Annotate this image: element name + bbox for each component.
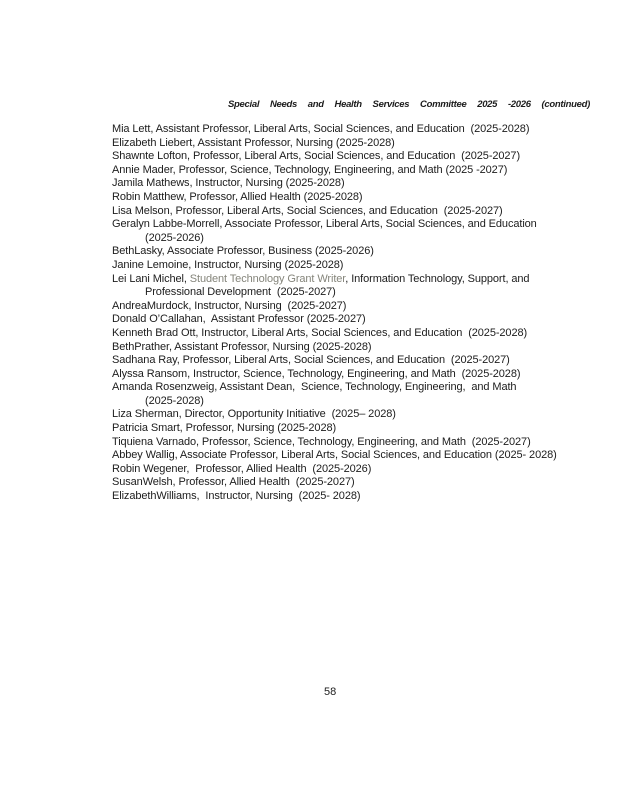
member-line-text: BethPrather, Assistant Professor, Nursing (2025-2028): [112, 340, 372, 353]
member-line-text: Professional Development (2025-2027): [145, 286, 336, 299]
member-line-text: Jamila Mathews, Instructor, Nursing (2025-2028): [112, 177, 345, 190]
member-line-text: Abbey Wallig, Associate Professor, Liberal Arts, Social Sciences, and Education (2025- 2028): [112, 449, 557, 462]
member-line-text: Shawnte Lofton, Professor, Liberal Arts, Social Sciences, and Education (2025-2027): [112, 150, 521, 163]
member-line: [112, 123, 612, 137]
member-line-text: Amanda Rosenzweig, Assistant Dean, Science, Technology, Engineering, and Math: [112, 381, 517, 394]
member-list: [112, 123, 612, 504]
member-line: [112, 449, 612, 463]
member-line-text: Liza Sherman, Director, Opportunity Initiative (2025– 2028): [112, 408, 396, 421]
member-line-text: (2025-2028): [145, 394, 204, 407]
member-line: [112, 476, 612, 490]
member-line-muted-text: Student Technology Grant Writer: [189, 272, 346, 285]
member-line: [112, 381, 612, 395]
header-word: (continued): [541, 99, 590, 110]
member-line: [112, 273, 612, 287]
member-line: [112, 177, 612, 191]
member-line-text: Donald O’Callahan, Assistant Professor (2025-2027): [112, 313, 366, 326]
member-line-text: SusanWelsh, Professor, Allied Health (2025-2027): [112, 476, 355, 489]
header-word: -2026: [507, 99, 531, 110]
member-line: [112, 422, 612, 436]
header-word: Committee: [420, 99, 467, 110]
member-line: [112, 191, 612, 205]
member-line-text: Annie Mader, Professor, Science, Technology, Engineering, and Math (2025 -2027): [112, 163, 508, 176]
member-line-text: Lisa Melson, Professor, Liberal Arts, Social Sciences, and Education (2025-2027): [112, 204, 503, 217]
header-word: Services: [372, 99, 410, 110]
member-line: [112, 286, 612, 300]
member-line: [112, 354, 612, 368]
header-word: Health: [334, 99, 362, 110]
member-line-text: Robin Wegener, Professor, Allied Health (2025-2026): [112, 462, 372, 475]
member-line-text: Robin Matthew, Professor, Allied Health (2025-2028): [112, 190, 363, 203]
member-line: [112, 137, 612, 151]
member-line-text: Lei Lani Michel,: [112, 272, 190, 285]
header-word: Special: [228, 99, 260, 110]
member-line-text: (2025-2026): [145, 231, 204, 244]
member-line: [112, 218, 612, 232]
header-word: and: [307, 99, 324, 110]
member-line-text: Kenneth Brad Ott, Instructor, Liberal Arts, Social Sciences, and Education (2025-2028): [112, 326, 528, 339]
member-line: [112, 490, 612, 504]
member-line: [112, 408, 612, 422]
member-line: [112, 300, 612, 314]
member-line-text: , Information Technology, Support, and: [345, 272, 530, 285]
member-line: [112, 368, 612, 382]
member-line: [112, 436, 612, 450]
member-line: [112, 205, 612, 219]
header-word: 2025: [477, 99, 498, 110]
member-line-text: BethLasky, Associate Professor, Business (2025-2026): [112, 245, 374, 258]
committee-header: [228, 99, 590, 110]
member-line: [112, 150, 612, 164]
member-line-text: AndreaMurdock, Instructor, Nursing (2025-2027): [112, 299, 347, 312]
member-line: [112, 259, 612, 273]
member-line-text: Elizabeth Liebert, Assistant Professor, Nursing (2025-2028): [112, 136, 395, 149]
member-line: [112, 164, 612, 178]
member-line: [112, 245, 612, 259]
member-line: [112, 463, 612, 477]
page-number: 58: [324, 686, 337, 698]
member-line-text: Sadhana Ray, Professor, Liberal Arts, Social Sciences, and Education (2025-2027): [112, 354, 510, 367]
member-line: [112, 313, 612, 327]
member-line-text: Alyssa Ransom, Instructor, Science, Technology, Engineering, and Math (2025-2028): [112, 367, 521, 380]
member-line: [112, 395, 612, 409]
member-line: [112, 327, 612, 341]
member-line: [112, 341, 612, 355]
member-line-text: ElizabethWilliams, Instructor, Nursing (2025- 2028): [112, 490, 361, 503]
member-line-text: Patricia Smart, Professor, Nursing (2025-2028): [112, 422, 337, 435]
header-word: Needs: [269, 99, 297, 110]
member-line-text: Janine Lemoine, Instructor, Nursing (2025-2028): [112, 258, 344, 271]
member-line-text: Mia Lett, Assistant Professor, Liberal Arts, Social Sciences, and Education (2025-2028): [112, 123, 530, 135]
member-line-text: Geralyn Labbe-Morrell, Associate Professor, Liberal Arts, Social Sciences, and Education: [112, 218, 537, 231]
member-line-text: Tiquiena Varnado, Professor, Science, Technology, Engineering, and Math (2025-2027): [112, 435, 531, 448]
member-line: [112, 232, 612, 246]
